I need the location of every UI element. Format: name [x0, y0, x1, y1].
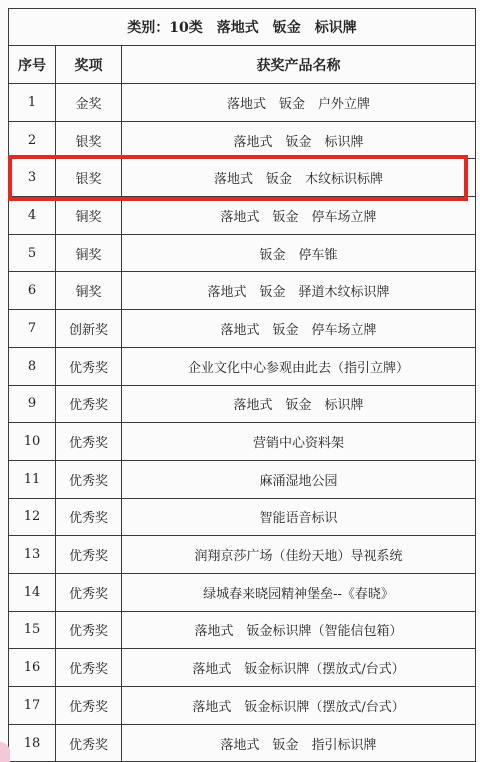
row-product: 企业文化中心参观由此去（指引立牌）	[122, 347, 476, 385]
header-award: 奖项	[56, 46, 122, 84]
row-product: 落地式 钣金 标识牌	[122, 121, 476, 159]
row-product: 绿城春来晓园精神堡垒--《春晓》	[122, 573, 476, 611]
row-award: 优秀奖	[56, 498, 122, 536]
category-row	[9, 9, 476, 46]
table-row	[9, 423, 476, 461]
row-product: 落地式 钣金 户外立牌	[122, 84, 476, 122]
row-product: 落地式 钣金标识牌（摆放式/台式）	[122, 649, 476, 687]
row-number: 4	[9, 197, 56, 235]
row-product: 钣金 停车锥	[122, 234, 476, 272]
row-award: 银奖	[56, 159, 122, 197]
row-product: 落地式 钣金标识牌（摆放式/台式）	[122, 687, 476, 725]
row-award: 优秀奖	[56, 611, 122, 649]
table-row	[9, 121, 476, 159]
table-row	[9, 272, 476, 310]
table-row	[9, 536, 476, 574]
row-product: 落地式 钣金 指引标识牌	[122, 724, 476, 762]
row-product: 润翔京莎广场（佳纷天地）导视系统	[122, 536, 476, 574]
row-award: 金奖	[56, 84, 122, 122]
table-row	[9, 234, 476, 272]
row-number: 5	[9, 234, 56, 272]
row-award: 优秀奖	[56, 687, 122, 725]
header-product: 获奖产品名称	[122, 46, 476, 84]
row-award: 优秀奖	[56, 649, 122, 687]
row-product: 落地式 钣金 停车场立牌	[122, 310, 476, 348]
row-award: 铜奖	[56, 272, 122, 310]
row-product: 麻涌湿地公园	[122, 460, 476, 498]
table-row	[9, 687, 476, 725]
table-row	[9, 310, 476, 348]
table-row	[9, 84, 476, 122]
table-row	[9, 498, 476, 536]
category-title: 类别：10类 落地式 钣金 标识牌	[9, 9, 476, 46]
row-award: 银奖	[56, 121, 122, 159]
table-row	[9, 573, 476, 611]
row-product: 智能语音标识	[122, 498, 476, 536]
row-product: 落地式 钣金 木纹标识标牌	[122, 159, 476, 197]
row-number: 16	[9, 649, 56, 687]
row-award: 优秀奖	[56, 347, 122, 385]
row-number: 7	[9, 310, 56, 348]
row-award: 优秀奖	[56, 573, 122, 611]
row-number: 15	[9, 611, 56, 649]
row-number: 9	[9, 385, 56, 423]
row-number: 8	[9, 347, 56, 385]
header-no: 序号	[9, 46, 56, 84]
table-row	[9, 347, 476, 385]
row-number: 1	[9, 84, 56, 122]
row-award: 优秀奖	[56, 460, 122, 498]
row-number: 17	[9, 687, 56, 725]
row-number: 13	[9, 536, 56, 574]
table-row	[9, 611, 476, 649]
row-product: 落地式 钣金标识牌（智能信包箱）	[122, 611, 476, 649]
row-number: 14	[9, 573, 56, 611]
table-row	[9, 460, 476, 498]
row-award: 铜奖	[56, 197, 122, 235]
row-number: 10	[9, 423, 56, 461]
table-row	[9, 385, 476, 423]
row-award: 优秀奖	[56, 724, 122, 762]
table-row	[9, 197, 476, 235]
row-number: 12	[9, 498, 56, 536]
row-number: 11	[9, 460, 56, 498]
row-product: 落地式 钣金 标识牌	[122, 385, 476, 423]
table-row	[9, 724, 476, 762]
row-number: 6	[9, 272, 56, 310]
row-award: 铜奖	[56, 234, 122, 272]
awards-table	[8, 8, 476, 762]
row-award: 优秀奖	[56, 385, 122, 423]
row-award: 优秀奖	[56, 423, 122, 461]
row-number: 2	[9, 121, 56, 159]
row-product: 落地式 钣金 停车场立牌	[122, 197, 476, 235]
row-award: 创新奖	[56, 310, 122, 348]
table-row	[9, 649, 476, 687]
header-row	[9, 46, 476, 84]
row-product: 落地式 钣金 驿道木纹标识牌	[122, 272, 476, 310]
row-number: 18	[9, 724, 56, 762]
highlight-box	[8, 155, 468, 201]
row-product: 营销中心资料架	[122, 423, 476, 461]
row-number: 3	[9, 159, 56, 197]
row-award: 优秀奖	[56, 536, 122, 574]
